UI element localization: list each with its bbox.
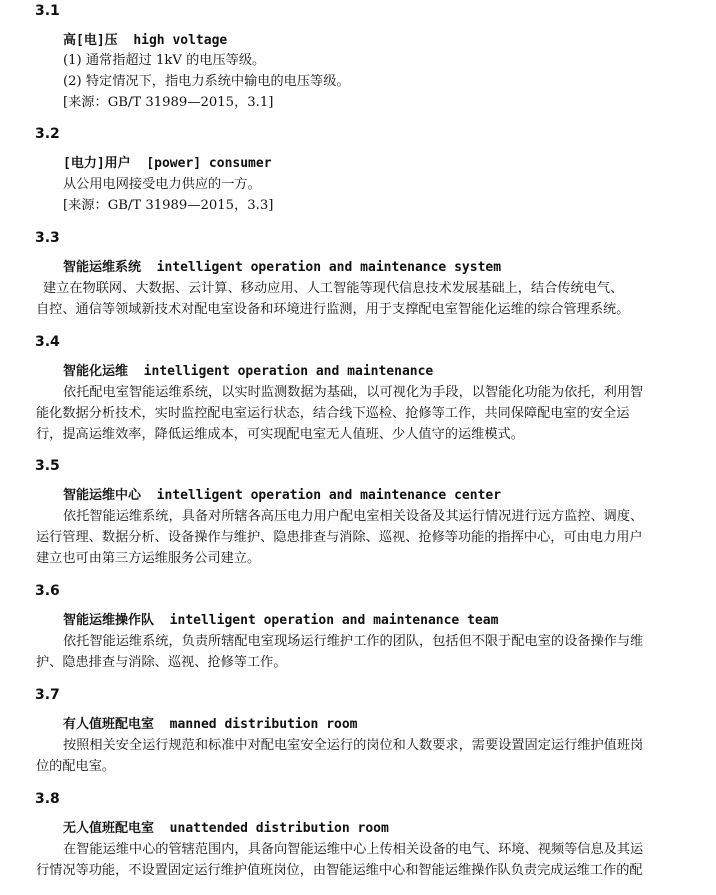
term-en: intelligent operation and maintenance system xyxy=(156,260,502,275)
clause-number: 3.7 xyxy=(35,687,60,703)
definition-line: 依托配电室智能运维系统，以实时监测数据为基础，以可视化为手段，以智能化功能为依托，利用智 xyxy=(63,385,644,400)
definition-line: 自控、通信等领域新技术对配电室设备和环境进行监测，用于支撑配电室智能化运维的综合管理系统。 xyxy=(36,302,630,317)
term-heading xyxy=(63,716,358,734)
definition-line: 从公用电网接受电力供应的一方。 xyxy=(63,177,261,192)
term-heading xyxy=(63,363,433,381)
definition-line: 运行管理、数据分析、设备操作与维护、隐患排查与消除、巡视、抢修等功能的指挥中心，可由电力用户 xyxy=(36,530,643,545)
definition-line: 建立在物联网、大数据、云计算、移动应用、人工智能等现代信息技术发展基础上，结合传统电气、 xyxy=(43,281,624,296)
term-zh: 高[电]压 xyxy=(63,33,118,48)
definition xyxy=(63,174,685,216)
term-heading xyxy=(63,259,501,277)
term-zh: 无人值班配电室 xyxy=(63,821,155,836)
definition xyxy=(36,839,685,881)
clause-number: 3.2 xyxy=(35,126,60,142)
clause-number: 3.3 xyxy=(35,230,60,246)
term-zh: 智能运维系统 xyxy=(63,260,142,275)
definition-line: 位的配电室。 xyxy=(36,759,116,774)
term-zh: 智能化运维 xyxy=(63,364,129,379)
term-en: unattended distribution room xyxy=(169,821,389,836)
definition xyxy=(36,506,685,569)
clause-number: 3.1 xyxy=(35,3,60,19)
definition-line: 护、隐患排查与消除、巡视、抢修等工作。 xyxy=(36,655,287,670)
definition-line: 行，提高运维效率，降低运维成本，可实现配电室无人值班、少人值守的运维模式。 xyxy=(36,427,524,442)
term-en: high voltage xyxy=(133,33,228,48)
definition-line: (1) 通常指超过 1kV 的电压等级。 xyxy=(63,53,266,68)
definition-line: 建立也可由第三方运维服务公司建立。 xyxy=(36,551,261,566)
term-zh: 智能运维中心 xyxy=(63,488,142,503)
term-heading xyxy=(63,32,227,50)
definition-line: 按照相关安全运行规范和标准中对配电室安全运行的岗位和人数要求，需要设置固定运行维护值班岗 xyxy=(63,738,644,753)
term-heading xyxy=(63,155,272,173)
term-zh: [电力]用户 xyxy=(63,156,131,171)
definition-line: 能化数据分析技术，实时监控配电室运行状态，结合线下巡检、抢修等工作，共同保障配电室的安全运 xyxy=(36,406,630,421)
definition xyxy=(36,631,685,673)
term-heading xyxy=(63,612,498,630)
definition-line: 依托智能运维系统，具备对所辖各高压电力用户配电室相关设备及其运行情况进行远方监控、调度、 xyxy=(63,509,644,524)
clause-number: 3.4 xyxy=(35,334,60,350)
definition-line: 行情况等功能，不设置固定运行维护值班岗位，由智能运维中心和智能运维操作队负责完成运维工作的配 xyxy=(36,863,643,878)
term-en: manned distribution room xyxy=(169,717,358,732)
definition xyxy=(36,735,685,777)
term-heading xyxy=(63,820,389,838)
source-note: [来源：GB/T 31989—2015，3.1] xyxy=(63,95,274,110)
definition xyxy=(36,278,685,320)
term-zh: 智能运维操作队 xyxy=(63,613,155,628)
term-zh: 有人值班配电室 xyxy=(63,717,155,732)
term-en: intelligent operation and maintenance xyxy=(143,364,434,379)
clause-number: 3.5 xyxy=(35,458,60,474)
clause-number: 3.8 xyxy=(35,791,60,807)
definition xyxy=(63,50,685,113)
definition-line: (2) 特定情况下，指电力系统中输电的电压等级。 xyxy=(63,74,350,89)
term-en: intelligent operation and maintenance team xyxy=(169,613,499,628)
term-heading xyxy=(63,487,501,505)
definition xyxy=(36,382,685,445)
term-en: intelligent operation and maintenance center xyxy=(156,488,502,503)
definition-line: 在智能运维中心的管辖范围内，具备向智能运维中心上传相关设备的电气、环境、视频等信息及其运 xyxy=(63,842,644,857)
definition-line: 依托智能运维系统，负责所辖配电室现场运行维护工作的团队，包括但不限于配电室的设备操作与维 xyxy=(63,634,644,649)
clause-number: 3.6 xyxy=(35,583,60,599)
source-note: [来源：GB/T 31989—2015，3.3] xyxy=(63,198,274,213)
term-en: [power] consumer xyxy=(146,156,272,171)
